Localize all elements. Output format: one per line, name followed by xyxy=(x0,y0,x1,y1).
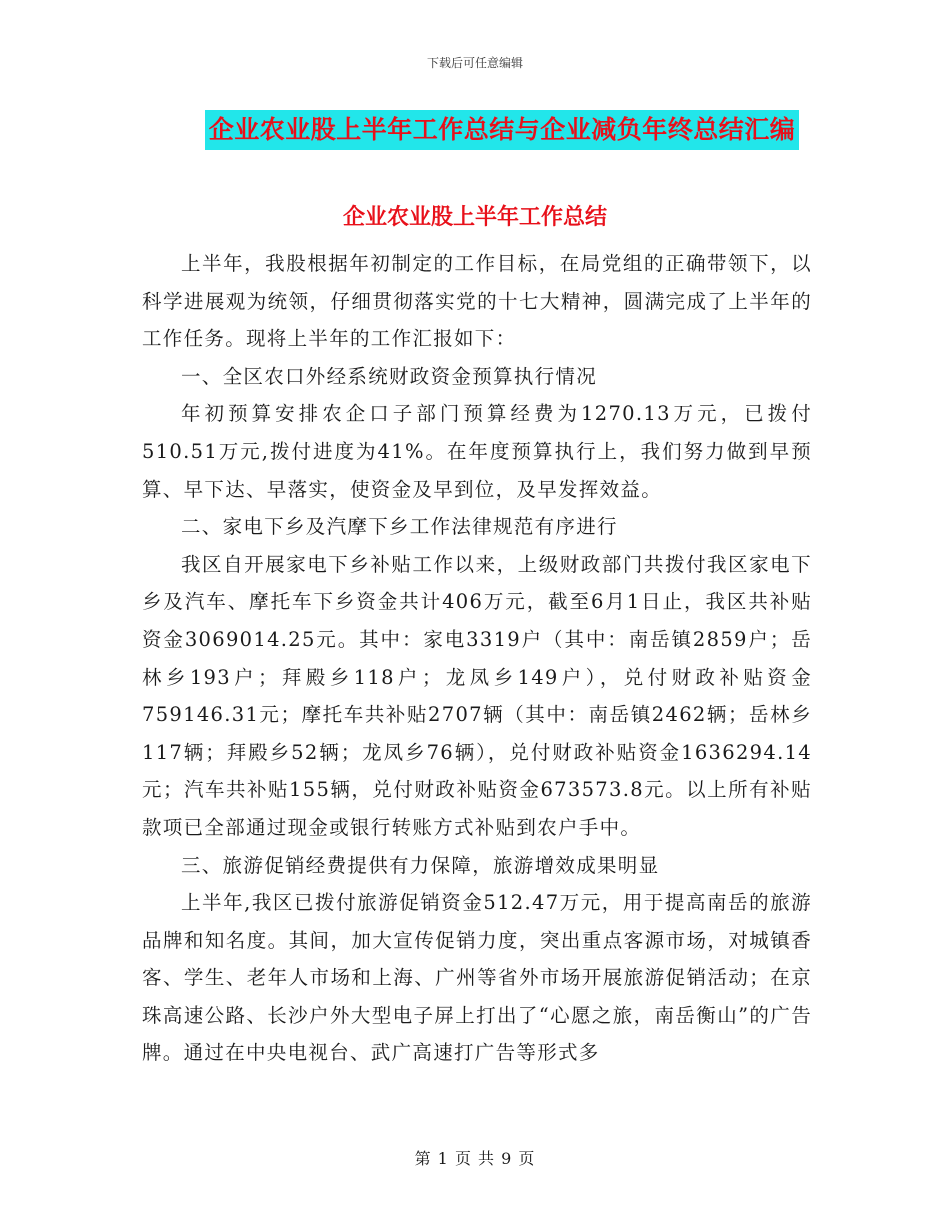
paragraph-budget: 年初预算安排农企口子部门预算经费为1270.13万元，已拨付510.51万元,拨付进度为41%。在年度预算执行上，我们努力做到早预算、早下达、早落实，使资金及早到位，及早发挥效益。 xyxy=(142,402,812,501)
main-title: 企业农业股上半年工作总结与企业减负年终总结汇编 xyxy=(205,110,800,150)
section-title: 企业农业股上半年工作总结 xyxy=(342,205,607,230)
page-number: 第 1 页 共 9 页 xyxy=(414,1149,536,1168)
main-title-container xyxy=(0,110,950,150)
heading-budget-execution: 一、全区农口外经系统财政资金预算执行情况 xyxy=(181,364,598,388)
paragraph-intro: 上半年，我股根据年初制定的工作目标，在局党组的正确带领下，以科学进展观为统领，仔细贯彻落实党的十七大精神，圆满完成了上半年的工作任务。现将上半年的工作汇报如下： xyxy=(142,252,812,351)
heading-tourism-promotion: 三、旅游促销经费提供有力保障，旅游增效成果明显 xyxy=(181,853,660,877)
document-body xyxy=(142,245,812,1072)
paragraph-appliance-subsidy: 我区自开展家电下乡补贴工作以来，上级财政部门共拨付我区家电下乡及汽车、摩托车下乡资金共计406万元，截至6月1日止，我区共补贴资金3069014.25元。其中：家电3319户（其中：南岳镇2859户；岳林乡193户；拜殿乡118户；龙凤乡149户），兑付财政补贴资金759146.31元；摩托车共补贴2707辆（其中：南岳镇2462辆；岳林乡117辆；拜殿乡52辆；龙凤乡76辆），兑付财政补贴资金1636294.14元；汽车共补贴155辆，兑付财政补贴资金673573.8元。以上所有补贴款项已全部通过现金或银行转账方式补贴到农户手中。 xyxy=(142,552,812,839)
header-note: 下载后可任意编辑 xyxy=(426,56,523,70)
paragraph-tourism: 上半年,我区已拨付旅游促销资金512.47万元，用于提高南岳的旅游品牌和知名度。其间，加大宣传促销力度，突出重点客源市场，对城镇香客、学生、老年人市场和上海、广州等省外市场开展旅游促销活动；在京珠高速公路、长沙户外大型电子屏上打出了“心愿之旅，南岳衡山”的广告牌。通过在中央电视台、武广高速打广告等形式多 xyxy=(142,891,812,1065)
heading-appliance-subsidy: 二、家电下乡及汽摩下乡工作法律规范有序进行 xyxy=(181,515,618,539)
